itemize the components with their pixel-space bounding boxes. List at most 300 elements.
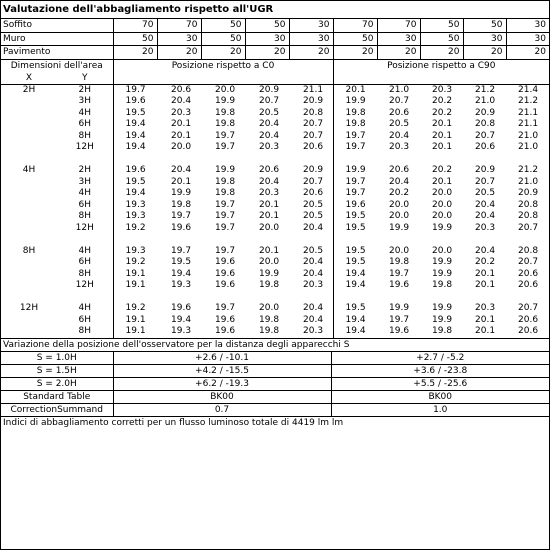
c0-value: 19.4 <box>125 130 146 141</box>
y-dimension: 12H <box>57 142 113 154</box>
ugr-values-table <box>1 60 549 338</box>
c90-value: 20.2 <box>432 165 453 175</box>
x-dimension: 8H <box>22 245 36 256</box>
c0-value: 20.9 <box>259 84 280 95</box>
surface-value: 30 <box>463 32 506 46</box>
c0-value: 20.1 <box>259 199 280 210</box>
c0-value: 19.3 <box>125 211 146 221</box>
c90-value: 19.8 <box>345 107 366 118</box>
surface-reflectance-table <box>1 19 549 60</box>
c0-value: 19.4 <box>171 268 192 279</box>
c0-value: 19.2 <box>125 303 146 313</box>
x-header: X <box>25 72 33 83</box>
y-dimension: 8H <box>57 269 113 281</box>
table-row <box>1 211 549 223</box>
c90-value: 19.4 <box>345 314 366 325</box>
variation-label: S = 1.5H <box>1 364 113 377</box>
dimension-header: Dimensioni dell'area <box>1 60 113 72</box>
c90-value: 20.1 <box>475 268 496 279</box>
c0-header: Posizione rispetto a C0 <box>113 60 333 72</box>
c90-value: 21.2 <box>518 165 539 175</box>
c90-value: 20.5 <box>389 119 410 129</box>
c0-value: 20.0 <box>171 142 192 152</box>
c0-value: 20.3 <box>259 188 280 198</box>
c0-value: 19.6 <box>125 96 146 106</box>
x-dimension <box>1 269 57 281</box>
surface-row <box>1 32 549 46</box>
x-dimension <box>1 326 57 338</box>
c90-value: 19.9 <box>345 165 366 175</box>
surface-label: Muro <box>1 32 113 46</box>
spacer-cell <box>333 292 549 304</box>
c0-value: 19.3 <box>125 245 146 256</box>
y-dimension: 6H <box>57 119 113 131</box>
c90-value: 19.4 <box>345 280 366 290</box>
surface-value: 20 <box>201 46 245 60</box>
y-dimension: 2H <box>57 165 113 177</box>
c0-value: 20.9 <box>291 96 333 108</box>
c0-value: 20.4 <box>259 176 280 187</box>
surface-value: 70 <box>377 19 420 32</box>
c90-value: 19.5 <box>345 257 366 267</box>
c90-value: 21.2 <box>518 96 539 106</box>
x-dimension: 4H <box>22 165 36 175</box>
c90-value: 19.5 <box>345 303 366 313</box>
c90-value: 21.2 <box>475 84 496 95</box>
variation-c90: +3.6 / -23.8 <box>331 364 549 377</box>
c0-value: 19.6 <box>215 257 236 267</box>
y-dimension: 4H <box>57 246 113 258</box>
surface-value: 50 <box>201 32 245 46</box>
c90-value: 19.5 <box>345 211 366 221</box>
c0-value: 19.6 <box>215 280 236 290</box>
surface-value: 70 <box>113 19 157 32</box>
x-dimension <box>1 142 57 154</box>
y-dimension: 4H <box>57 188 113 200</box>
c90-value: 20.1 <box>475 326 496 336</box>
surface-value: 20 <box>506 46 549 60</box>
c90-value: 20.4 <box>475 199 496 210</box>
c0-value: 19.9 <box>259 268 280 279</box>
y-dimension: 12H <box>57 223 113 235</box>
c90-value: 20.4 <box>389 130 410 141</box>
c90-value: 20.1 <box>432 130 453 141</box>
surface-value: 20 <box>245 46 289 60</box>
table-row <box>1 119 549 131</box>
c0-value: 20.5 <box>291 211 333 223</box>
surface-label: Soffito <box>1 19 113 32</box>
variation-c0: +6.2 / -19.3 <box>113 377 331 390</box>
c0-value: 19.7 <box>215 245 236 256</box>
c0-value: 19.5 <box>125 176 146 187</box>
c90-value: 20.0 <box>432 245 453 256</box>
c90-value: 20.1 <box>432 142 453 152</box>
y-header: Y <box>57 72 113 85</box>
y-dimension: 3H <box>57 177 113 189</box>
c0-value: 20.1 <box>259 245 280 256</box>
c90-value: 19.9 <box>432 268 453 279</box>
c0-value: 21.1 <box>291 84 333 96</box>
c90-value: 20.7 <box>518 257 539 267</box>
surface-label: Pavimento <box>1 46 113 60</box>
document-title: Valutazione dell'abbagliamento rispetto all'UGR <box>1 1 549 19</box>
x-dimension: 2H <box>22 84 36 95</box>
variation-c0: +4.2 / -15.5 <box>113 364 331 377</box>
variation-label: S = 2.0H <box>1 377 113 390</box>
c0-value: 19.1 <box>125 268 146 279</box>
table-row <box>1 165 549 177</box>
c90-value: 20.9 <box>475 165 496 175</box>
c90-value: 20.1 <box>475 280 496 290</box>
table-row <box>1 96 549 108</box>
standard-table-c0: BK00 <box>113 390 331 403</box>
c90-value: 20.3 <box>475 222 496 233</box>
surface-value: 30 <box>289 32 333 46</box>
c0-value: 19.7 <box>125 84 146 95</box>
table-row <box>1 303 549 315</box>
surface-value: 50 <box>463 19 506 32</box>
c0-value: 19.7 <box>171 245 192 256</box>
c90-value: 20.3 <box>432 84 453 95</box>
table-row <box>1 188 549 200</box>
variation-row <box>1 364 549 377</box>
c90-value: 20.2 <box>475 257 496 267</box>
x-dimension <box>1 108 57 120</box>
c0-value: 20.7 <box>291 119 333 131</box>
table-row <box>1 200 549 212</box>
c90-value: 20.2 <box>432 96 453 106</box>
c90-value: 20.6 <box>389 107 410 118</box>
variation-c0: +2.6 / -10.1 <box>113 352 331 365</box>
table-row <box>1 108 549 120</box>
c90-value: 20.0 <box>432 199 453 210</box>
c90-value: 20.1 <box>432 119 453 129</box>
c0-value: 19.1 <box>125 326 146 336</box>
surface-value: 50 <box>113 32 157 46</box>
c0-value: 20.6 <box>171 84 192 95</box>
c0-value: 19.6 <box>215 268 236 279</box>
c0-value: 20.3 <box>291 326 333 338</box>
surface-value: 50 <box>245 19 289 32</box>
surface-value: 30 <box>506 32 549 46</box>
c0-value: 20.5 <box>259 107 280 118</box>
c90-value: 19.7 <box>389 268 410 279</box>
table-row <box>1 131 549 143</box>
c90-value: 19.9 <box>345 96 366 106</box>
c0-value: 20.8 <box>291 108 333 120</box>
c0-value: 19.8 <box>215 188 236 198</box>
c90-value: 19.9 <box>432 303 453 313</box>
surface-value: 70 <box>157 19 201 32</box>
x-dimension <box>1 131 57 143</box>
c90-value: 20.7 <box>518 303 539 313</box>
group-spacer <box>1 154 549 166</box>
c0-value: 19.8 <box>259 326 280 336</box>
c0-value: 19.4 <box>125 119 146 129</box>
y-dimension: 4H <box>57 303 113 315</box>
x-dimension <box>1 96 57 108</box>
c90-value: 20.0 <box>389 245 410 256</box>
c0-value: 19.8 <box>259 314 280 325</box>
standard-table-row <box>1 390 549 403</box>
spacer-cell <box>1 234 113 246</box>
footnote: Indici di abbagliamento corretti per un flusso luminoso totale di 4419 lm lm <box>3 417 344 428</box>
c90-value: 19.6 <box>345 199 366 210</box>
c0-value: 20.4 <box>291 257 333 269</box>
c0-value: 19.2 <box>125 222 146 233</box>
c0-value: 20.1 <box>171 130 192 141</box>
c0-value: 19.9 <box>215 96 236 106</box>
c0-value: 20.1 <box>171 119 192 129</box>
group-spacer <box>1 234 549 246</box>
c90-value: 20.8 <box>518 199 539 210</box>
c90-value: 20.6 <box>518 326 539 336</box>
spacer-cell <box>333 154 549 166</box>
c0-value: 20.7 <box>259 96 280 106</box>
c90-value: 20.2 <box>389 188 410 198</box>
c90-value: 19.7 <box>389 314 410 325</box>
surface-value: 30 <box>157 32 201 46</box>
c0-value: 19.7 <box>215 142 236 152</box>
variation-row <box>1 352 549 365</box>
c0-value: 20.1 <box>259 211 280 221</box>
c90-value: 20.1 <box>432 176 453 187</box>
c0-value: 19.3 <box>171 326 192 336</box>
c0-value: 20.7 <box>291 131 333 143</box>
group-spacer <box>1 292 549 304</box>
c90-value: 20.7 <box>518 222 539 233</box>
x-dimension <box>1 211 57 223</box>
xy-header-row <box>1 72 549 85</box>
correction-c90: 1.0 <box>331 403 549 416</box>
c0-value: 19.8 <box>215 107 236 118</box>
standard-table-label: Standard Table <box>1 390 113 403</box>
surface-value: 20 <box>420 46 463 60</box>
surface-value: 50 <box>201 19 245 32</box>
c0-value: 19.7 <box>171 211 192 221</box>
y-dimension: 6H <box>57 200 113 212</box>
y-dimension: 3H <box>57 96 113 108</box>
c0-value: 20.4 <box>291 303 333 315</box>
c0-value: 19.3 <box>125 199 146 210</box>
y-dimension: 8H <box>57 131 113 143</box>
c0-value: 20.4 <box>259 130 280 141</box>
c90-value: 19.7 <box>345 130 366 141</box>
c90-value: 20.5 <box>475 188 496 198</box>
c90-value: 19.5 <box>345 245 366 256</box>
surface-row <box>1 19 549 32</box>
c0-value: 19.8 <box>215 119 236 129</box>
table-row <box>1 269 549 281</box>
spacer-cell <box>1 292 113 304</box>
c90-value: 20.9 <box>475 107 496 118</box>
c90-value: 20.6 <box>389 165 410 175</box>
table-row <box>1 223 549 235</box>
c90-header: Posizione rispetto a C90 <box>387 60 496 71</box>
c90-value: 20.4 <box>475 245 496 256</box>
y-dimension: 12H <box>57 280 113 292</box>
c90-value: 19.9 <box>432 257 453 267</box>
c90-value: 19.6 <box>389 326 410 336</box>
c0-value: 20.6 <box>291 142 333 154</box>
table-row <box>1 246 549 258</box>
surface-value: 20 <box>333 46 377 60</box>
surface-value: 20 <box>157 46 201 60</box>
spacer-cell <box>113 234 333 246</box>
c90-value: 19.7 <box>345 176 366 187</box>
c0-value: 20.6 <box>259 165 280 175</box>
variation-table <box>1 352 549 417</box>
c0-value: 19.9 <box>171 188 192 198</box>
x-dimension <box>1 177 57 189</box>
c0-value: 19.5 <box>125 107 146 118</box>
table-row <box>1 280 549 292</box>
c0-value: 20.9 <box>291 165 333 177</box>
c90-value: 20.8 <box>518 211 539 221</box>
c90-value: 20.9 <box>518 188 539 198</box>
surface-value: 30 <box>289 19 333 32</box>
c0-value: 19.6 <box>125 165 146 175</box>
c0-value: 20.4 <box>291 269 333 281</box>
c90-value: 20.6 <box>475 142 496 152</box>
c90-value: 21.4 <box>518 84 539 95</box>
c0-value: 19.1 <box>125 314 146 325</box>
c0-value: 19.3 <box>171 280 192 290</box>
c90-value: 21.0 <box>518 176 539 187</box>
c90-value: 21.0 <box>389 84 410 95</box>
c0-value: 19.8 <box>171 199 192 210</box>
y-dimension: 8H <box>57 211 113 223</box>
c0-value: 19.1 <box>125 280 146 290</box>
spacer-cell <box>113 154 333 166</box>
c0-value: 20.0 <box>259 222 280 233</box>
c0-value: 19.6 <box>215 326 236 336</box>
surface-value: 50 <box>420 32 463 46</box>
c0-value: 19.4 <box>125 188 146 198</box>
surface-value: 50 <box>420 19 463 32</box>
variation-c90: +5.5 / -25.6 <box>331 377 549 390</box>
surface-row <box>1 46 549 60</box>
x-dimension <box>1 119 57 131</box>
table-row <box>1 326 549 338</box>
x-dimension <box>1 257 57 269</box>
c90-value: 21.0 <box>475 96 496 106</box>
c90-value: 20.0 <box>389 199 410 210</box>
c90-value: 21.1 <box>518 107 539 118</box>
x-dimension <box>1 315 57 327</box>
c90-value: 20.6 <box>518 314 539 325</box>
c0-value: 19.7 <box>215 222 236 233</box>
c90-value: 19.5 <box>345 222 366 233</box>
x-dimension <box>1 188 57 200</box>
variation-row <box>1 377 549 390</box>
c90-value: 19.8 <box>345 119 366 129</box>
correction-row <box>1 403 549 416</box>
c0-value: 20.4 <box>291 315 333 327</box>
surface-value: 50 <box>333 32 377 46</box>
c0-value: 20.4 <box>171 96 192 106</box>
c0-value: 19.4 <box>125 142 146 152</box>
surface-value: 20 <box>377 46 420 60</box>
header-row <box>1 60 549 72</box>
c90-value: 20.7 <box>475 130 496 141</box>
surface-value: 20 <box>463 46 506 60</box>
c90-value: 20.3 <box>475 303 496 313</box>
surface-value: 30 <box>377 32 420 46</box>
c0-value: 19.7 <box>215 303 236 313</box>
c0-value: 19.6 <box>171 303 192 313</box>
c0-value: 20.3 <box>291 280 333 292</box>
c0-value: 20.1 <box>171 176 192 187</box>
c90-value: 21.0 <box>518 130 539 141</box>
x-dimension <box>1 200 57 212</box>
table-row <box>1 177 549 189</box>
c0-value: 20.4 <box>171 165 192 175</box>
c90-value: 20.1 <box>345 84 366 95</box>
c0-value: 19.7 <box>215 211 236 221</box>
c90-value: 20.6 <box>518 280 539 290</box>
surface-value: 30 <box>245 32 289 46</box>
c90-value: 19.4 <box>345 326 366 336</box>
standard-table-c90: BK00 <box>331 390 549 403</box>
c90-value: 19.7 <box>345 142 366 152</box>
c90-value: 19.8 <box>432 326 453 336</box>
table-row <box>1 142 549 154</box>
c90-value: 20.7 <box>389 96 410 106</box>
c90-value: 19.8 <box>389 257 410 267</box>
c0-value: 19.4 <box>171 314 192 325</box>
c0-value: 19.6 <box>215 314 236 325</box>
variation-title: Variazione della posizione dell'osservatore per la distanza degli apparecchi S <box>1 338 549 352</box>
table-row <box>1 257 549 269</box>
variation-c90: +2.7 / -5.2 <box>331 352 549 365</box>
c0-value: 20.3 <box>259 142 280 152</box>
y-dimension: 2H <box>57 84 113 96</box>
c90-value: 19.6 <box>389 280 410 290</box>
spacer-cell <box>333 234 549 246</box>
c90-value: 20.0 <box>389 211 410 221</box>
x-dimension <box>1 223 57 235</box>
c0-value: 20.5 <box>291 200 333 212</box>
c90-value: 20.1 <box>475 314 496 325</box>
y-dimension: 4H <box>57 108 113 120</box>
c90-value: 20.7 <box>475 176 496 187</box>
x-dimension: 12H <box>19 303 39 313</box>
c90-value: 19.9 <box>432 222 453 233</box>
surface-value: 30 <box>506 19 549 32</box>
c0-value: 19.7 <box>215 130 236 141</box>
c90-value: 19.4 <box>345 268 366 279</box>
c90-value: 20.8 <box>475 119 496 129</box>
c90-value: 19.7 <box>345 188 366 198</box>
c90-value: 19.9 <box>389 222 410 233</box>
c0-value: 20.5 <box>291 246 333 258</box>
c0-value: 20.4 <box>259 119 280 129</box>
c90-value: 20.0 <box>432 188 453 198</box>
y-dimension: 6H <box>57 315 113 327</box>
c0-value: 19.2 <box>125 257 146 267</box>
c90-value: 19.9 <box>389 303 410 313</box>
c90-value: 19.8 <box>432 280 453 290</box>
c0-value: 20.0 <box>259 303 280 313</box>
c0-value: 19.9 <box>215 165 236 175</box>
c0-value: 20.0 <box>259 257 280 267</box>
c90-value: 20.6 <box>518 268 539 279</box>
c0-value: 19.7 <box>215 199 236 210</box>
c90-value: 20.2 <box>432 107 453 118</box>
c0-value: 19.8 <box>259 280 280 290</box>
table-row <box>1 84 549 96</box>
